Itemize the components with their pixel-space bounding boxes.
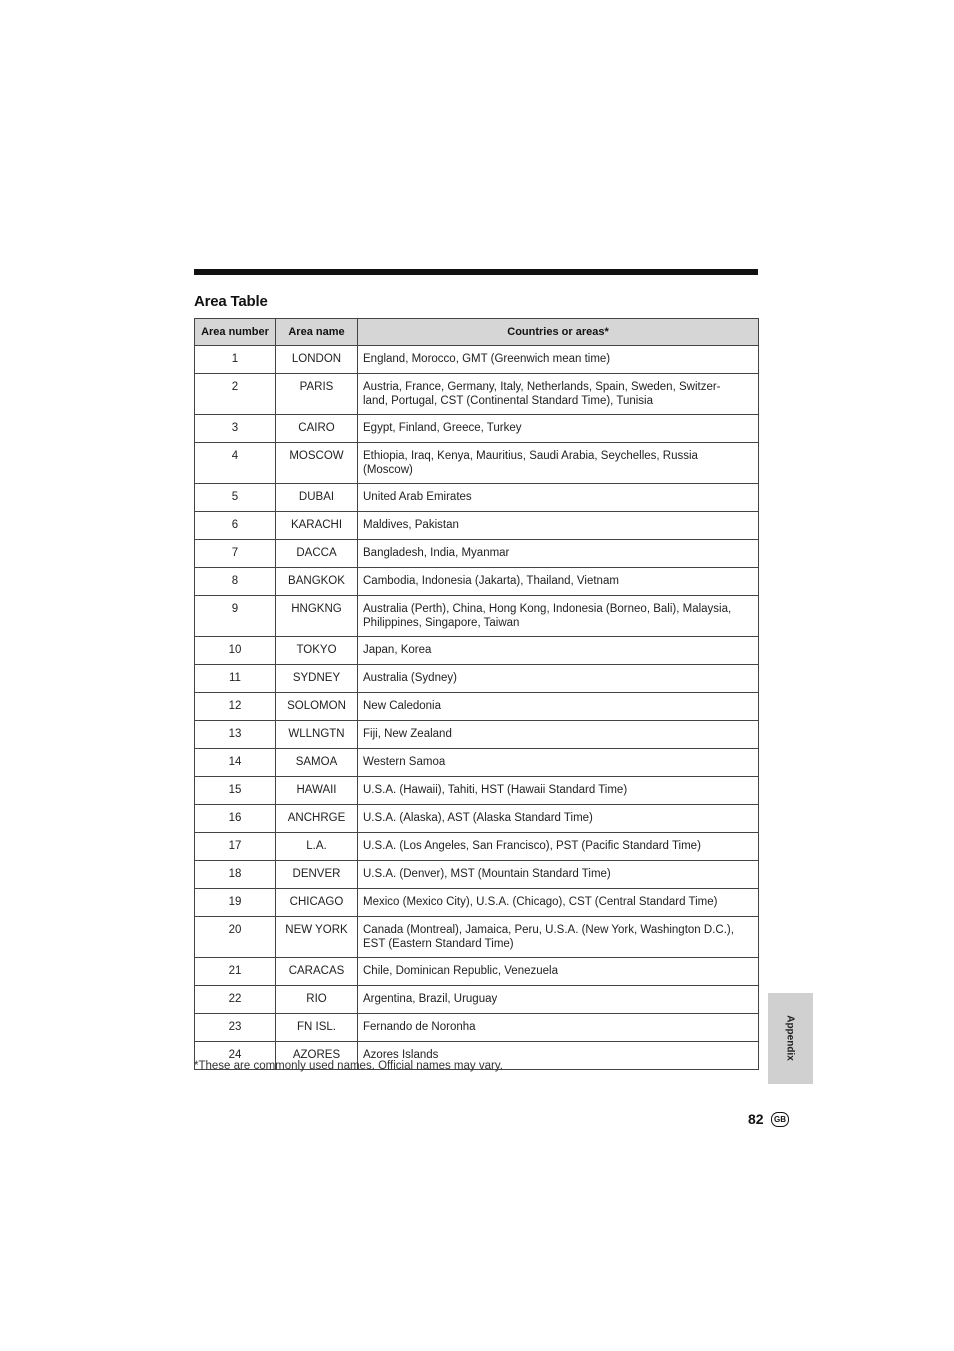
countries-cell: Mexico (Mexico City), U.S.A. (Chicago), CST (Central Standard Time) [358, 889, 759, 917]
table-row [195, 693, 759, 721]
countries-cell: U.S.A. (Los Angeles, San Francisco), PST (Pacific Standard Time) [358, 833, 759, 861]
area-number-cell: 17 [195, 833, 276, 861]
area-number-cell: 15 [195, 777, 276, 805]
area-name-cell: NEW YORK [276, 917, 358, 958]
area-table-body [195, 346, 759, 1070]
area-name-cell: PARIS [276, 374, 358, 415]
countries-cell: U.S.A. (Alaska), AST (Alaska Standard Time) [358, 805, 759, 833]
section-title: Area Table [194, 293, 268, 310]
countries-cell: England, Morocco, GMT (Greenwich mean time) [358, 346, 759, 374]
countries-cell: Azores Islands [358, 1042, 759, 1070]
countries-cell: Canada (Montreal), Jamaica, Peru, U.S.A. (New York, Washington D.C.), EST (Eastern Standard Time) [358, 917, 759, 958]
table-row [195, 665, 759, 693]
table-row [195, 568, 759, 596]
area-number-cell: 23 [195, 1014, 276, 1042]
countries-cell: Fiji, New Zealand [358, 721, 759, 749]
area-name-cell: CARACAS [276, 958, 358, 986]
countries-cell: U.S.A. (Denver), MST (Mountain Standard Time) [358, 861, 759, 889]
countries-cell: Ethiopia, Iraq, Kenya, Mauritius, Saudi Arabia, Seychelles, Russia (Moscow) [358, 443, 759, 484]
area-name-cell: ANCHRGE [276, 805, 358, 833]
table-row [195, 596, 759, 637]
countries-cell: Fernando de Noronha [358, 1014, 759, 1042]
countries-cell: Argentina, Brazil, Uruguay [358, 986, 759, 1014]
area-number-cell: 7 [195, 540, 276, 568]
area-name-cell: TOKYO [276, 637, 358, 665]
area-number-cell: 6 [195, 512, 276, 540]
table-row [195, 443, 759, 484]
gb-region-icon: GB [771, 1112, 789, 1127]
table-row [195, 512, 759, 540]
footnote: *These are commonly used names. Official names may vary. [194, 1060, 503, 1072]
area-number-cell: 1 [195, 346, 276, 374]
countries-cell: Chile, Dominican Republic, Venezuela [358, 958, 759, 986]
area-number-cell: 13 [195, 721, 276, 749]
area-table [194, 318, 759, 1070]
area-number-cell: 2 [195, 374, 276, 415]
area-number-cell: 19 [195, 889, 276, 917]
area-name-cell: FN ISL. [276, 1014, 358, 1042]
header-rule [194, 269, 758, 275]
countries-cell: Australia (Perth), China, Hong Kong, Indonesia (Borneo, Bali), Malaysia, Philippines, Singapore, Taiwan [358, 596, 759, 637]
area-number-cell: 9 [195, 596, 276, 637]
area-name-cell: HNGKNG [276, 596, 358, 637]
area-number-cell: 10 [195, 637, 276, 665]
appendix-tab-label: Appendix [784, 1015, 796, 1061]
area-number-cell: 4 [195, 443, 276, 484]
table-row [195, 415, 759, 443]
area-name-cell: AZORES [276, 1042, 358, 1070]
countries-cell: Austria, France, Germany, Italy, Netherlands, Spain, Sweden, Switzer- land, Portugal, CST (Continental Standard Time), Tunisia [358, 374, 759, 415]
area-number-cell: 16 [195, 805, 276, 833]
area-name-cell: DUBAI [276, 484, 358, 512]
table-row [195, 889, 759, 917]
area-name-cell: BANGKOK [276, 568, 358, 596]
header-countries: Countries or areas* [358, 319, 759, 346]
area-number-cell: 11 [195, 665, 276, 693]
table-row [195, 777, 759, 805]
area-name-cell: KARACHI [276, 512, 358, 540]
area-number-cell: 21 [195, 958, 276, 986]
table-row [195, 540, 759, 568]
countries-cell: Cambodia, Indonesia (Jakarta), Thailand, Vietnam [358, 568, 759, 596]
header-area-name: Area name [276, 319, 358, 346]
table-row [195, 958, 759, 986]
countries-cell: Australia (Sydney) [358, 665, 759, 693]
area-number-cell: 14 [195, 749, 276, 777]
table-row [195, 805, 759, 833]
area-number-cell: 8 [195, 568, 276, 596]
table-row [195, 861, 759, 889]
header-area-number: Area number [195, 319, 276, 346]
area-name-cell: RIO [276, 986, 358, 1014]
table-header-row [195, 319, 759, 346]
appendix-side-tab [768, 993, 813, 1084]
table-row [195, 721, 759, 749]
countries-cell: Western Samoa [358, 749, 759, 777]
table-row [195, 374, 759, 415]
area-name-cell: HAWAII [276, 777, 358, 805]
table-row [195, 917, 759, 958]
area-name-cell: WLLNGTN [276, 721, 358, 749]
area-number-cell: 22 [195, 986, 276, 1014]
area-name-cell: DENVER [276, 861, 358, 889]
countries-cell: Bangladesh, India, Myanmar [358, 540, 759, 568]
area-name-cell: SAMOA [276, 749, 358, 777]
area-name-cell: LONDON [276, 346, 358, 374]
countries-cell: Egypt, Finland, Greece, Turkey [358, 415, 759, 443]
countries-cell: U.S.A. (Hawaii), Tahiti, HST (Hawaii Standard Time) [358, 777, 759, 805]
table-row [195, 749, 759, 777]
area-name-cell: MOSCOW [276, 443, 358, 484]
area-number-cell: 5 [195, 484, 276, 512]
area-number-cell: 18 [195, 861, 276, 889]
table-row [195, 637, 759, 665]
countries-cell: Japan, Korea [358, 637, 759, 665]
area-name-cell: SOLOMON [276, 693, 358, 721]
area-name-cell: DACCA [276, 540, 358, 568]
area-number-cell: 24 [195, 1042, 276, 1070]
area-name-cell: L.A. [276, 833, 358, 861]
area-name-cell: CAIRO [276, 415, 358, 443]
table-row [195, 986, 759, 1014]
table-row [195, 346, 759, 374]
countries-cell: New Caledonia [358, 693, 759, 721]
table-row [195, 1014, 759, 1042]
area-number-cell: 20 [195, 917, 276, 958]
table-row [195, 833, 759, 861]
area-name-cell: CHICAGO [276, 889, 358, 917]
countries-cell: United Arab Emirates [358, 484, 759, 512]
area-number-cell: 12 [195, 693, 276, 721]
page-number: 82 [748, 1111, 764, 1127]
countries-cell: Maldives, Pakistan [358, 512, 759, 540]
area-name-cell: SYDNEY [276, 665, 358, 693]
table-row [195, 484, 759, 512]
area-number-cell: 3 [195, 415, 276, 443]
